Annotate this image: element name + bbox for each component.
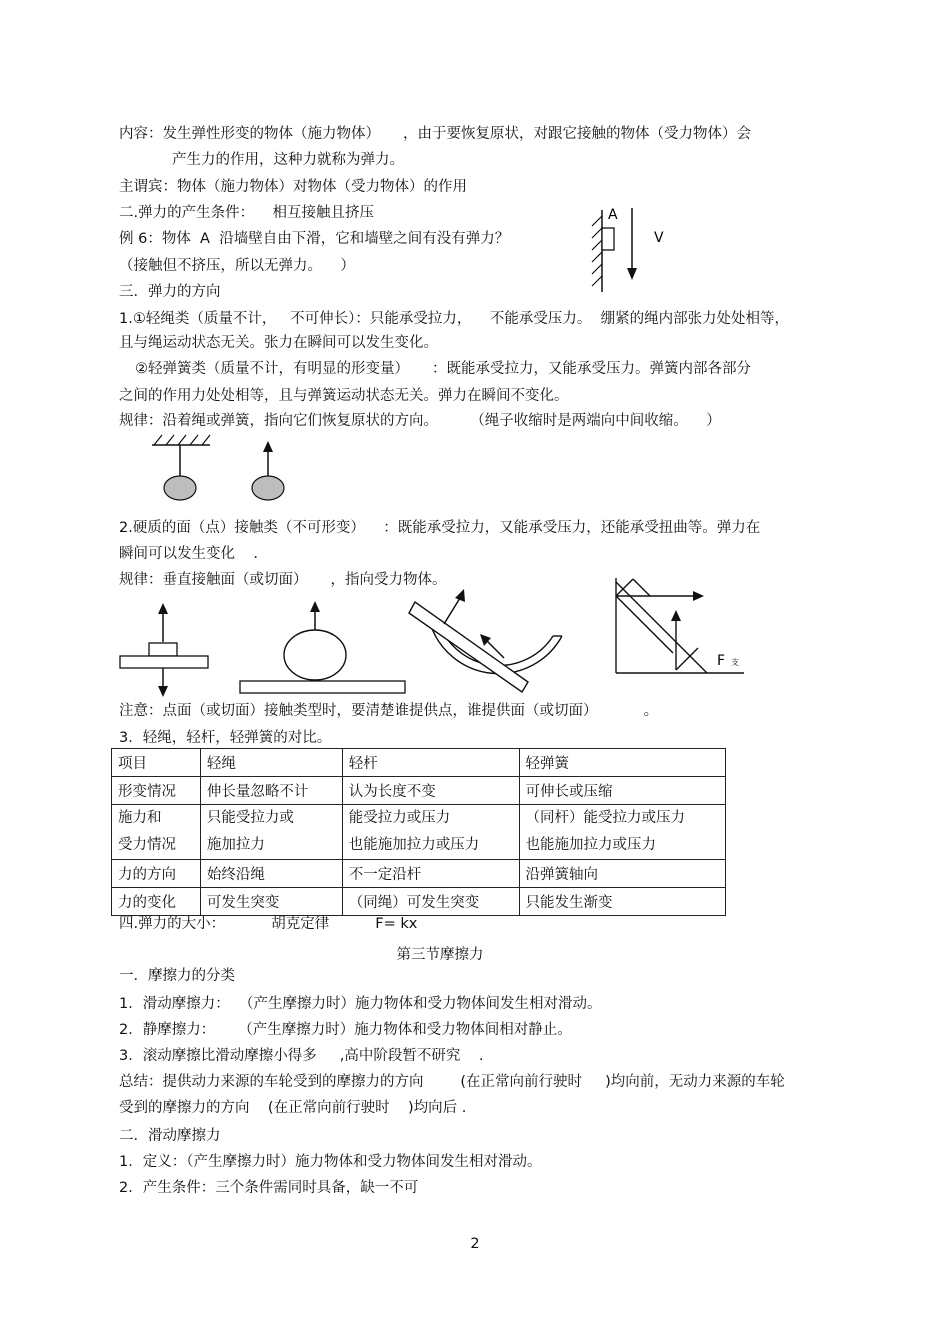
text-line: 2.硬质的面（点）接触类（不可形变） ：既能承受拉力，又能承受压力，还能承受扭曲等。弹力在 — [119, 520, 761, 536]
text-line: 一．摩擦力的分类 — [119, 968, 235, 984]
text-line: 瞬间可以发生变化 . — [119, 546, 259, 562]
table-cell: 只能受拉力或 施加拉力 — [200, 805, 342, 860]
table-cell: 能受拉力或压力 也能施加拉力或压力 — [342, 805, 519, 860]
text-line: 总结：提供动力来源的车轮受到的摩擦力的方向 (在正常向前行驶时 )均向前，无动力来源的车轮 — [119, 1074, 785, 1090]
rope-ball-figure — [140, 430, 310, 505]
table-cell: 施力和 受力情况 — [112, 805, 201, 860]
table-cell: 可伸长或压缩 — [519, 777, 726, 805]
table-cell: 可发生突变 — [200, 888, 342, 916]
wall-block-figure — [580, 200, 690, 295]
text-line: 注意：点面（或切面）接触类型时，要清楚谁提供点，谁提供面（或切面） 。 — [119, 703, 659, 719]
block-plate-figure — [115, 600, 215, 700]
table-cell: 形变情况 — [112, 777, 201, 805]
text-line: 1．定义：（产生摩擦力时）施力物体和受力物体间发生相对滑动。 — [119, 1154, 542, 1170]
text-line: 2．产生条件：三个条件需同时具备，缺一不可 — [119, 1180, 419, 1196]
table-cell: 始终沿绳 — [200, 860, 342, 888]
text-line: 规律：垂直接触面（或切面） ，指向受力物体。 — [119, 572, 447, 588]
text-line: 且与绳运动状态无关。张力在瞬间可以发生变化。 — [119, 335, 438, 351]
text-line: 3．轻绳，轻杆，轻弹簧的对比。 — [119, 730, 332, 746]
table-row — [112, 777, 726, 805]
table-row — [112, 749, 726, 777]
table-cell: 轻杆 — [342, 749, 519, 777]
table-cell: 轻绳 — [200, 749, 342, 777]
page-number: 2 — [470, 1236, 480, 1252]
text-line: 之间的作用力处处相等，且与弹簧运动状态无关。弹力在瞬间不变化。 — [119, 388, 569, 404]
text-line: 1.①轻绳类（质量不计， 不可伸长）：只能承受拉力， 不能承受压力。 绷紧的绳内部张力处处相等， — [119, 311, 790, 327]
section-title: 第三节摩擦力 — [396, 947, 484, 963]
rod-bowl-figure — [400, 578, 585, 698]
table-cell: 伸长量忽略不计 — [200, 777, 342, 805]
text-line: 2．静摩擦力： （产生摩擦力时）施力物体和受力物体间相对静止。 — [119, 1022, 572, 1038]
table-cell: 项目 — [112, 749, 201, 777]
comparison-table — [111, 748, 726, 916]
text-line: （接触但不挤压，所以无弹力。 ） — [119, 258, 355, 274]
table-cell: 轻弹簧 — [519, 749, 726, 777]
text-line: 受到的摩擦力的方向 (在正常向前行驶时 )均向后 . — [119, 1100, 467, 1116]
table-cell: 认为长度不变 — [342, 777, 519, 805]
text-line: 规律：沿着绳或弹簧，指向它们恢复原状的方向。 （绳子收缩时是两端向中间收缩。 ） — [119, 413, 721, 429]
table-cell: 沿弹簧轴向 — [519, 860, 726, 888]
text-line: 三．弹力的方向 — [119, 284, 221, 300]
text-line: ②轻弹簧类（质量不计，有明显的形变量） ：既能承受拉力，又能承受压力。弹簧内部各部分 — [135, 361, 752, 377]
label-a: A — [608, 207, 618, 223]
table-cell: 力的方向 — [112, 860, 201, 888]
text-line: 3．滚动摩擦比滑动摩擦小得多 ,高中阶段暂不研究 . — [119, 1048, 484, 1064]
text-line: 例 6：物体 A 沿墙壁自由下滑，它和墙壁之间有没有弹力？ — [119, 231, 510, 247]
table-cell: （同杆）能受拉力或压力 也能施加拉力或压力 — [519, 805, 726, 860]
table-cell: 力的变化 — [112, 888, 201, 916]
label-f-sub: 支 — [731, 658, 739, 667]
table-row — [112, 805, 726, 860]
wedge-block-figure — [610, 576, 750, 676]
table-cell: 只能发生渐变 — [519, 888, 726, 916]
label-v: V — [654, 230, 664, 246]
ball-ground-figure — [235, 600, 410, 700]
text-line: 产生力的作用，这种力就称为弹力。 — [172, 152, 404, 168]
text-line: 二.弹力的产生条件： 相互接触且挤压 — [119, 205, 375, 221]
text-line: 主谓宾：物体（施力物体）对物体（受力物体）的作用 — [119, 179, 467, 195]
text-line: 1．滑动摩擦力： （产生摩擦力时）施力物体和受力物体间发生相对滑动。 — [119, 996, 602, 1012]
text-line: 四.弹力的大小： 胡克定律 F= kx — [119, 916, 418, 932]
table-row — [112, 888, 726, 916]
text-line: 内容：发生弹性形变的物体（施力物体） ，由于要恢复原状，对跟它接触的物体（受力物体）会 — [119, 126, 752, 142]
table-cell: 不一定沿杆 — [342, 860, 519, 888]
table-row — [112, 860, 726, 888]
table-cell: （同绳）可发生突变 — [342, 888, 519, 916]
label-f: F — [717, 653, 726, 669]
text-line: 二．滑动摩擦力 — [119, 1128, 221, 1144]
